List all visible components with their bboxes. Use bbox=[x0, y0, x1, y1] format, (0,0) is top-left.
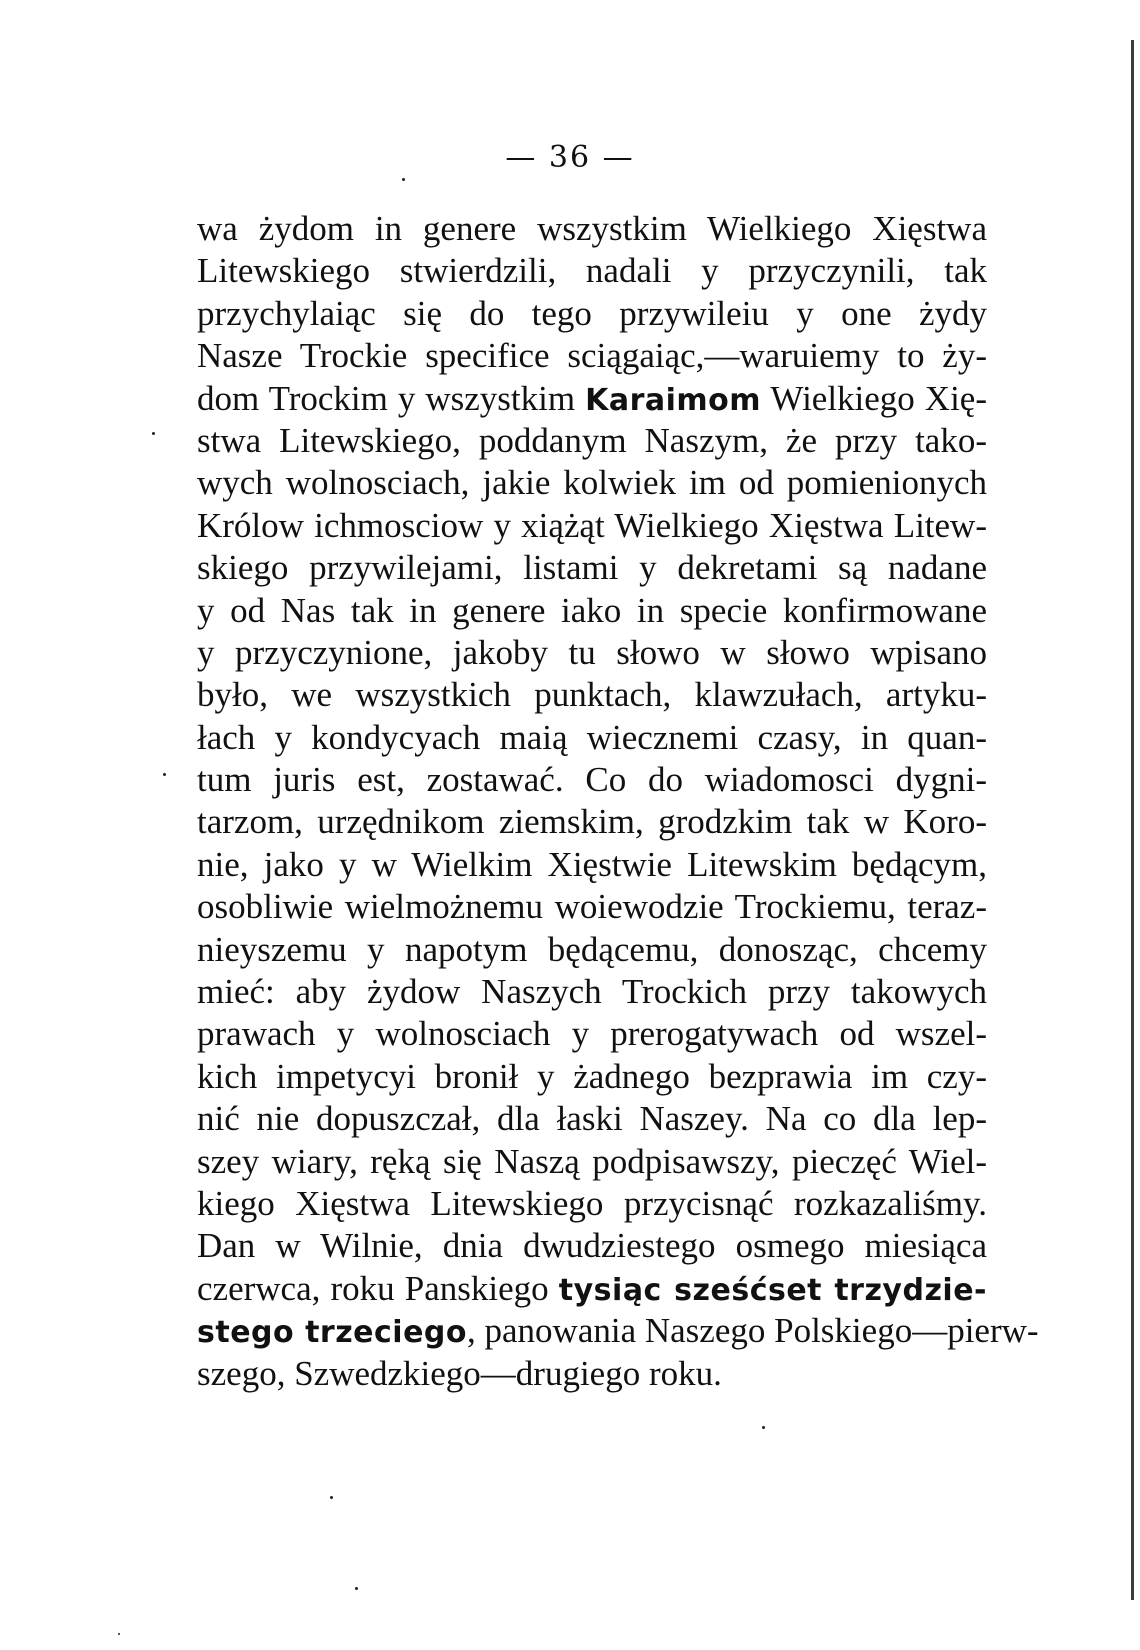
text-line bbox=[197, 378, 987, 420]
text-segment: szego, Szwedzkiego—drugiego roku. bbox=[197, 1353, 722, 1393]
text-segment: było, we wszystkich punktach, klawzułach, artyku- bbox=[197, 675, 987, 715]
text-line bbox=[197, 590, 987, 632]
text-segment: szey wiary, ręką się Naszą podpisawszy, pieczęć Wiel- bbox=[197, 1141, 987, 1181]
text-segment: Dan w Wilnie, dnia dwudziestego osmego miesiąca bbox=[197, 1226, 987, 1266]
text-line bbox=[197, 1183, 987, 1225]
text-line bbox=[197, 1141, 987, 1183]
text-segment: Królow ichmosciow y xiążąt Wielkiego Xięstwa Litew- bbox=[197, 505, 987, 545]
text-line bbox=[197, 886, 987, 928]
scan-speck bbox=[762, 1426, 765, 1429]
scan-speck bbox=[330, 1496, 333, 1499]
text-segment: nie, jako y w Wielkim Xięstwie Litewskim będącym, bbox=[197, 844, 987, 884]
scan-speck bbox=[163, 773, 166, 776]
text-line bbox=[197, 547, 987, 589]
text-segment: kich impetycyi bronił y żadnego bezprawia im czy- bbox=[197, 1056, 987, 1096]
text-segment: wych wolnosciach, jakie kolwiek im od pomienionych bbox=[197, 463, 987, 503]
text-segment: wa żydom in genere wszystkim Wielkiego Xięstwa bbox=[197, 209, 987, 248]
text-line bbox=[197, 1353, 987, 1395]
text-line bbox=[197, 420, 987, 462]
text-segment: prawach y wolnosciach y prerogatywach od wszel- bbox=[197, 1014, 987, 1054]
text-segment: osobliwie wielmożnemu woiewodzie Trockiemu, teraz- bbox=[197, 887, 987, 927]
text-line bbox=[197, 844, 987, 886]
page-edge-shadow bbox=[1131, 40, 1134, 1600]
bold-text-segment: Karaimom bbox=[585, 382, 762, 418]
text-segment: kiego Xięstwa Litewskiego przycisnąć rozkazaliśmy. bbox=[197, 1183, 987, 1223]
body-text bbox=[197, 208, 1039, 1395]
text-line bbox=[197, 1098, 987, 1140]
text-segment: nieyszemu y napotym będącemu, donosząc, chcemy bbox=[197, 929, 987, 969]
text-line bbox=[197, 801, 987, 843]
text-line bbox=[197, 462, 987, 504]
bold-text-segment: tysiąc sześćset trzydzie- bbox=[558, 1272, 988, 1308]
text-segment: nić nie dopuszczał, dla łaski Naszey. Na co dla lep- bbox=[197, 1099, 987, 1139]
scan-speck bbox=[355, 1587, 358, 1590]
text-line bbox=[197, 674, 987, 716]
text-line bbox=[197, 293, 987, 335]
text-line bbox=[197, 971, 987, 1013]
text-segment: tarzom, urzędnikom ziemskim, grodzkim tak w Koro- bbox=[197, 802, 987, 842]
text-line bbox=[197, 505, 987, 547]
text-line bbox=[197, 208, 987, 250]
text-line bbox=[197, 1225, 987, 1267]
scan-speck bbox=[402, 178, 405, 181]
text-segment: łach y kondycyach maią wiecznemi czasy, in quan- bbox=[197, 717, 987, 757]
text-segment: Litewskiego stwierdzili, nadali y przyczynili, tak bbox=[197, 251, 987, 291]
text-segment: stwa Litewskiego, poddanym Naszym, że przy tako- bbox=[197, 420, 987, 460]
text-line bbox=[197, 335, 987, 377]
text-line bbox=[197, 1013, 987, 1055]
text-line bbox=[197, 250, 987, 292]
text-segment: Wielkiego Xię- bbox=[761, 378, 987, 418]
text-segment: tum juris est, zostawać. Co do wiadomosci dygni- bbox=[197, 760, 987, 800]
text-line bbox=[197, 1268, 987, 1310]
text-line bbox=[197, 1310, 1039, 1352]
text-segment: y od Nas tak in genere iako in specie konfirmowane bbox=[197, 590, 987, 630]
text-line bbox=[197, 759, 987, 801]
text-line bbox=[197, 717, 987, 759]
text-segment: Nasze Trockie specifice sciągaiąc,—waruiemy to ży- bbox=[197, 336, 987, 376]
text-segment: przychylaiąc się do tego przywileiu y one żydy bbox=[197, 293, 987, 333]
scan-speck bbox=[118, 1633, 120, 1635]
scan-speck bbox=[152, 432, 155, 435]
page-number: — 36 — bbox=[505, 140, 635, 175]
text-segment: czerwca, roku Panskiego bbox=[197, 1268, 559, 1308]
text-segment: mieć: aby żydow Naszych Trockich przy takowych bbox=[197, 972, 987, 1012]
text-line bbox=[197, 632, 987, 674]
text-line bbox=[197, 1056, 987, 1098]
text-segment: dom Trockim y wszystkim bbox=[197, 378, 586, 418]
text-segment: , panowania Naszego Polskiego—pierw- bbox=[467, 1311, 1039, 1351]
text-line bbox=[197, 929, 987, 971]
text-segment: y przyczynione, jakoby tu słowo w słowo wpisano bbox=[197, 632, 987, 672]
bold-text-segment: stego trzeciego bbox=[197, 1315, 468, 1351]
text-segment: skiego przywilejami, listami y dekretami są nadane bbox=[197, 548, 987, 588]
